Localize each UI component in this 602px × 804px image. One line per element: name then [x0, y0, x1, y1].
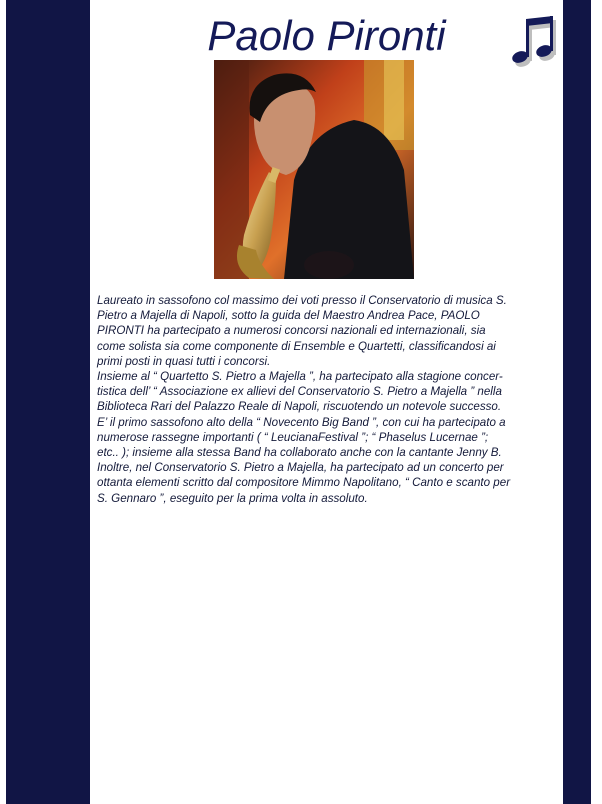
- sidebar-left: [6, 0, 90, 804]
- bio-line: Laureato in sassofono col massimo dei voti presso il Conservatorio di musica S.: [97, 294, 507, 307]
- bio-line: Insieme al “ Quartetto S. Pietro a Majella ”, ha partecipato alla stagione concer-: [97, 370, 503, 384]
- bio-line: come solista sia come componente di Ensemble e Quartetti, classificandosi ai: [97, 339, 496, 353]
- page-title: Paolo Pironti: [207, 12, 446, 59]
- bio-line: tistica dell’ “ Associazione ex allievi del Conservatorio S. Pietro a Majella ” nella: [97, 385, 502, 399]
- bio-line: ottanta elementi scritto dal compositore Mimmo Napolitano, “ Canto e scanto per: [97, 476, 511, 490]
- bio-line: Inoltre, nel Conservatorio S. Pietro a Majella, ha partecipato ad un concerto per: [97, 461, 504, 475]
- sidebar-right: [563, 0, 591, 804]
- bio-line: Biblioteca Rari del Palazzo Reale di Napoli, riscuotendo un notevole successo.: [97, 400, 502, 414]
- biography-text: [97, 293, 552, 506]
- page-margin-right: [591, 0, 602, 804]
- bio-line: E’ il primo sassofono alto della “ Novecento Big Band ”, con cui ha partecipato a: [97, 415, 506, 429]
- bio-line: numerose rassegne importanti ( “ LeucianaFestival ”; “ Phaselus Lucernae ”;: [97, 430, 489, 444]
- music-note-icon: [509, 13, 559, 71]
- bio-line: Pietro a Majella di Napoli, sotto la guida del Maestro Andrea Pace, PAOLO: [97, 309, 480, 323]
- bio-line: PIRONTI ha partecipato a numerosi concorsi nazionali ed internazionali, sia: [97, 324, 486, 338]
- bio-line: S. Gennaro ”, eseguito per la prima volta in assoluto.: [97, 491, 368, 505]
- saxophone-player-photo: [214, 60, 414, 279]
- bio-line: etc.. ); insieme alla stessa Band ha collaborato anche con la cantante Jenny B.: [97, 446, 502, 460]
- bio-line: primi posti in quasi tutti i concorsi.: [97, 354, 271, 368]
